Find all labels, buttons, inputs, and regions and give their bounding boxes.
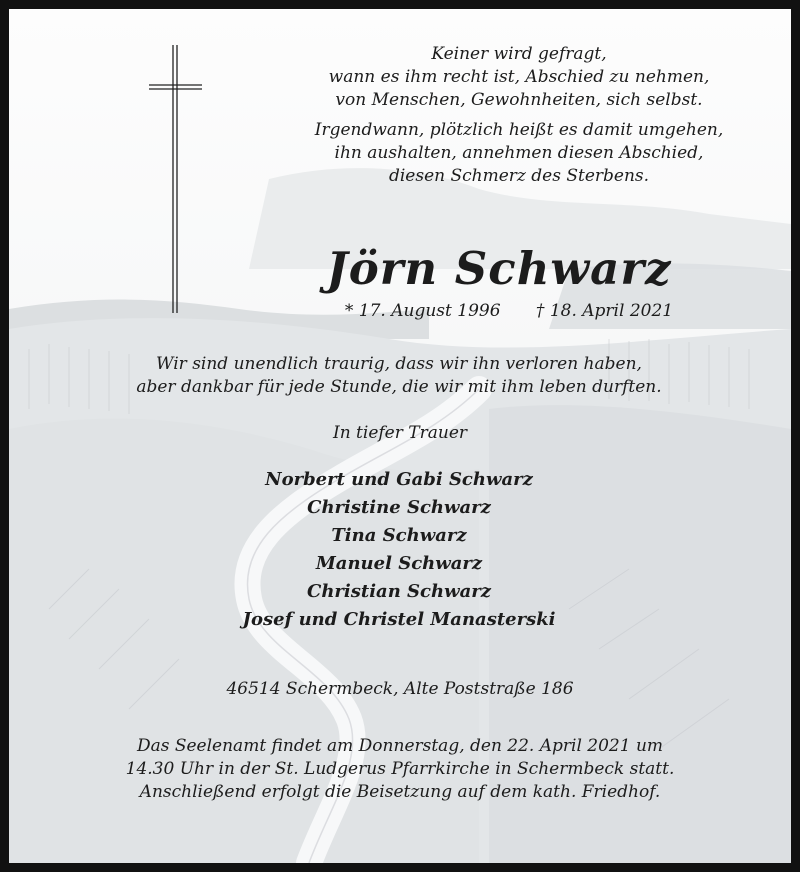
mourner: Tina Schwarz (331, 525, 467, 546)
life-dates (309, 300, 709, 322)
poem-line: wann es ihm recht ist, Abschied zu nehmen, (328, 67, 710, 87)
service-line: Anschließend erfolgt die Beisetzung auf dem kath. Friedhof. (139, 782, 661, 802)
death-date: † 18. April 2021 (535, 301, 674, 321)
poem-stanza-1 (239, 43, 799, 112)
service-line: 14.30 Uhr in der St. Ludgerus Pfarrkirche in Schermbeck statt. (125, 759, 675, 779)
mourner: Christine Schwarz (307, 497, 491, 518)
poem-line: Irgendwann, plötzlich heißt es damit umgehen, (314, 120, 724, 140)
mourning-phrase: In tiefer Trauer (332, 423, 468, 443)
statement-line: Wir sind unendlich traurig, dass wir ihn verloren haben, (156, 354, 642, 374)
poem-line: Keiner wird gefragt, (431, 44, 607, 64)
service-info (50, 735, 750, 804)
poem-line: von Menschen, Gewohnheiten, sich selbst. (335, 90, 703, 110)
birth-date: * 17. August 1996 (344, 301, 501, 321)
mourners-list (149, 466, 649, 634)
mourner: Manuel Schwarz (315, 553, 483, 574)
mourner: Josef und Christel Manasterski (242, 609, 556, 630)
service-line: Das Seelenamt findet am Donnerstag, den 22. April 2021 um (136, 736, 664, 756)
address: 46514 Schermbeck, Alte Poststraße 186 (226, 679, 574, 699)
poem-stanza-2 (239, 119, 799, 188)
poem-line: diesen Schmerz des Sterbens. (388, 166, 650, 186)
deceased-name: Jörn Schwarz (326, 242, 672, 295)
mourner: Norbert und Gabi Schwarz (265, 469, 533, 490)
cross-icon (146, 45, 206, 325)
notice-content (9, 9, 791, 863)
mourning-statement (69, 353, 729, 399)
mourner: Christian Schwarz (307, 581, 491, 602)
statement-line: aber dankbar für jede Stunde, die wir mit ihm leben durften. (136, 377, 662, 397)
poem-line: ihn aushalten, annehmen diesen Abschied, (334, 143, 704, 163)
